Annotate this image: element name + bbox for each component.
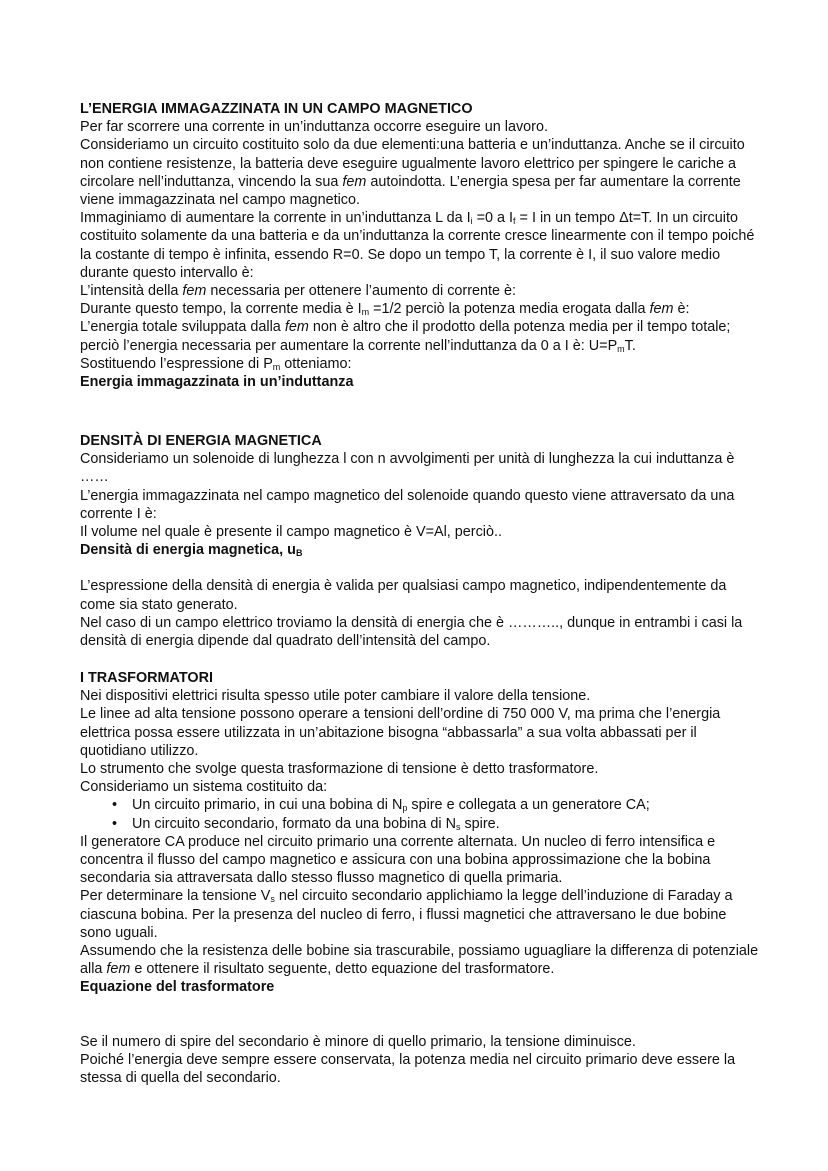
paragraph: Per far scorrere una corrente in un’induttanza occorre eseguire un lavoro.: [80, 119, 548, 136]
paragraph: Consideriamo un circuito costituito solo da due elementi:una batteria e un’induttanza. Anche se il circuito non contiene resistenze, la batteria deve eseguire ugualmente lavoro elettrico per spingere le cariche a circolare nell’induttanza, vincendo la sua fem autoindotta. L’energia spesa per far aumentare la corrente viene immagazzinata nel campo magnetico.: [80, 137, 745, 209]
paragraph: Consideriamo un solenoide di lunghezza l con n avvolgimenti per unità di lunghezza la cui induttanza è ……: [80, 451, 735, 486]
paragraph: Sostituendo l’espressione di $P_m$ otteniamo:: [80, 355, 352, 372]
paragraph: Poiché l’energia deve sempre essere conservata, la potenza media nel circuito primario deve essere la stessa di quella del secondario.: [80, 1051, 736, 1087]
list-item: • Un circuito secondario, formato da una bobina di $N_s$ spire.: [132, 815, 760, 833]
paragraph: Lo strumento che svolge questa trasformazione di tensione è detto trasformatore.: [80, 761, 599, 778]
formula-label-density: Densità di energia magnetica, $u_B$: [80, 542, 303, 559]
paragraph: L’energia totale sviluppata dalla fem non è altro che il prodotto della potenza media per il tempo totale; perciò l’energia necessaria per aumentare la corrente nell’induttanza da 0 a I è: $U=P_mT$.: [80, 319, 731, 354]
formula-label-transformer: Equazione del trasformatore: [80, 979, 275, 996]
paragraph: L’espressione della densità di energia è valida per qualsiasi campo magnetico, indipendentemente da come sia stato generato.: [80, 578, 727, 613]
paragraph: L’energia immagazzinata nel campo magnetico del solenoide quando questo viene attraversato da una corrente I è:: [80, 487, 735, 522]
section-energy: [80, 100, 760, 391]
paragraph: L’intensità della fem necessaria per ottenere l’aumento di corrente è:: [80, 283, 516, 300]
section-density: [80, 432, 760, 650]
section-title-transformers: I TRASFORMATORI: [80, 670, 213, 686]
section-title-energy: L’ENERGIA IMMAGAZZINATA IN UN CAMPO MAGNETICO: [80, 101, 473, 117]
formula-label-energy: Energia immagazzinata in un’induttanza: [80, 374, 354, 391]
paragraph: Nei dispositivi elettrici risulta spesso utile poter cambiare il valore della tensione.: [80, 688, 591, 705]
paragraph: Assumendo che la resistenza delle bobine sia trascurabile, possiamo uguagliare la differenza di potenziale alla fem e ottenere il risultato seguente, detto equazione del trasformatore.: [80, 943, 759, 978]
paragraph: Se il numero di spire del secondario è minore di quello primario, la tensione diminuisce.: [80, 1033, 636, 1050]
paragraph: Per determinare la tensione $V_s$ nel circuito secondario applichiamo la legge dell’induzione di Faraday a ciascuna bobina. Per la presenza del nucleo di ferro, i flussi magnetici che attraversano le due bobine sono uguali.: [80, 888, 733, 941]
paragraph: Il volume nel quale è presente il campo magnetico è V=Al, perciò..: [80, 524, 502, 541]
section-transformers: [80, 669, 760, 1087]
paragraph: Consideriamo un sistema costituito da:: [80, 779, 328, 796]
paragraph: Immaginiamo di aumentare la corrente in un’induttanza L da $I_i =0$ a $I_f = I$ in un tempo Δt=T. In un circuito costituito solamente da una batteria e da un’induttanza la corrente cresce linearmente con il tempo poiché la costante di tempo è infinita, essendo R=0. Se dopo un tempo T, la corrente è I, il suo valore medio durante questo intervallo è:: [80, 210, 755, 281]
paragraph: Durante questo tempo, la corrente media è $I_m =1/2$ perciò la potenza media erogata dalla fem è:: [80, 301, 690, 318]
list-item: • Un circuito primario, in cui una bobina di $N_p$ spire e collegata a un generatore CA;: [132, 796, 760, 814]
section-title-density: DENSITÀ DI ENERGIA MAGNETICA: [80, 433, 322, 449]
paragraph: Il generatore CA produce nel circuito primario una corrente alternata. Un nucleo di ferro intensifica e concentra il flusso del campo magnetico e assicura con una bobina approssimazione che la bobina secondaria sia attraversata dallo stesso flusso magnetico di quella primaria.: [80, 833, 716, 887]
bullet-list: [80, 796, 760, 832]
paragraph: Nel caso di un campo elettrico troviamo la densità di energia che è ……….., dunque in entrambi i casi la densità di energia dipende dal quadrato dell’intensità del campo.: [80, 614, 743, 650]
paragraph: Le linee ad alta tensione possono operare a tensioni dell’ordine di 750 000 V, ma prima che l’energia elettrica possa essere utilizzata in un’abitazione bisogna “abbassarla” a sua volta abbassati per il quotidiano utilizzo.: [80, 706, 721, 759]
